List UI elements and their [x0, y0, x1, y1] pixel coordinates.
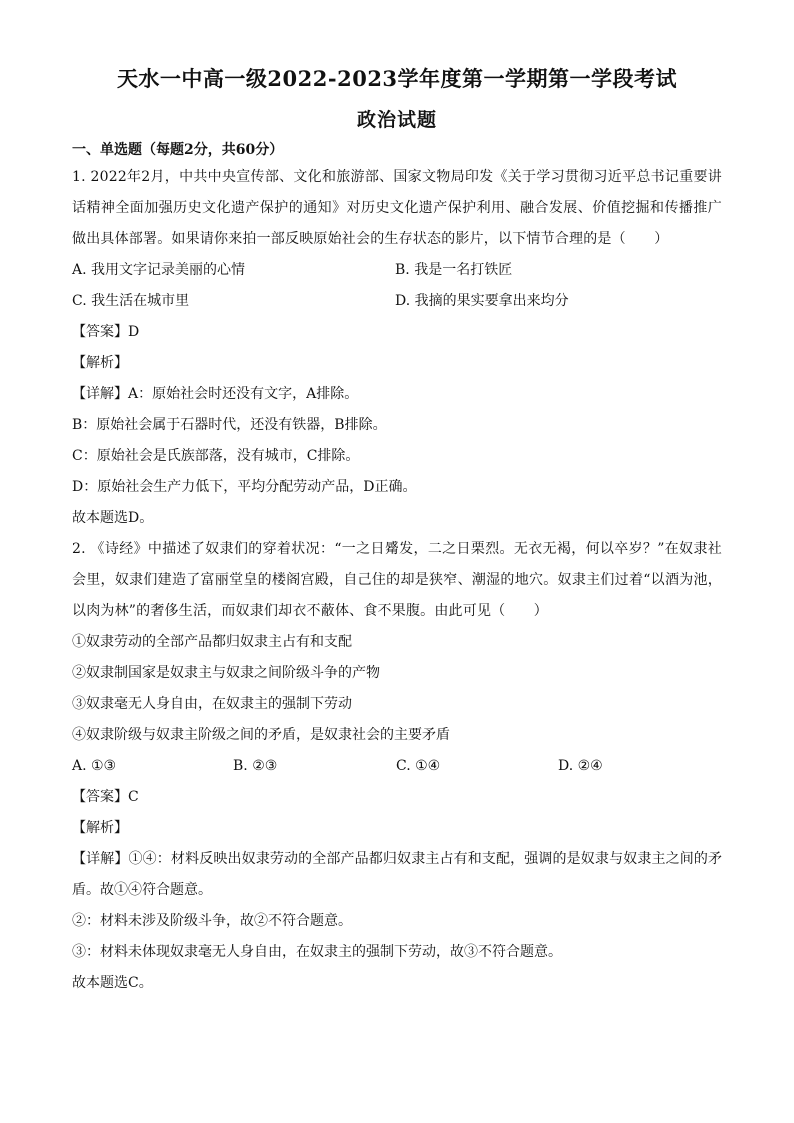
question-2-option-d: D. ②④	[558, 758, 603, 774]
question-2-detail: 【详解】①④：材料反映出奴隶劳动的全部产品都归奴隶主占有和支配，强调的是奴隶与奴隶主之间的矛盾。故①④符合题意。	[72, 851, 722, 898]
question-2-statement: ③奴隶毫无人身自由，在奴隶主的强制下劳动	[72, 696, 352, 712]
question-2-statement: ①奴隶劳动的全部产品都归奴隶主占有和支配	[72, 634, 352, 650]
page-subtitle: 政治试题	[356, 109, 437, 131]
question-1-conclusion: 故本题选D。	[72, 510, 154, 526]
page-title: 天水一中高一级2022-2023学年度第一学期第一学段考试	[116, 66, 678, 91]
question-1	[72, 162, 722, 534]
question-2-statement: ②奴隶制国家是奴隶主与奴隶之间阶级斗争的产物	[72, 665, 380, 681]
question-2-option-b: B. ②③	[233, 758, 278, 774]
question-1-analysis-label: 【解析】	[72, 355, 128, 371]
question-1-detail: B：原始社会属于石器时代，还没有铁器，B排除。	[72, 417, 387, 433]
question-1-answer: 【答案】D	[72, 324, 140, 340]
question-2	[72, 534, 722, 999]
question-2-detail: ②：材料未涉及阶级斗争，故②不符合题意。	[72, 913, 352, 929]
question-1-stem: 1. 2022年2月，中共中央宣传部、文化和旅游部、国家文物局印发《关于学习贯彻习近平总书记重要讲话精神全面加强历史文化遗产保护的通知》对历史文化遗产保护利用、融合发展、价值挖掘和传播推广做出具体部署。如果请你来拍一部反映原始社会的生存状态的影片，以下情节合理的是（ ）	[72, 169, 722, 247]
question-2-statement: ④奴隶阶级与奴隶主阶级之间的矛盾，是奴隶社会的主要矛盾	[72, 727, 450, 743]
question-2-answer: 【答案】C	[72, 789, 139, 805]
question-1-option-c: C. 我生活在城市里	[72, 293, 190, 309]
question-1-options	[72, 255, 722, 317]
question-2-stem: 2. 《诗经》中描述了奴隶们的穿着状况：“一之日觱发，二之日栗烈。无衣无褐，何以卒岁？”在奴隶社会里，奴隶们建造了富丽堂皇的楼阁宫殿，自己住的却是狭窄、潮湿的地穴。奴隶主们过着“以酒为池，以肉为林”的奢侈生活，而奴隶们却衣不蔽体、食不果腹。由此可见（ ）	[72, 541, 722, 619]
question-2-option-a: A. ①③	[72, 758, 117, 774]
question-1-option-a: A. 我用文字记录美丽的心情	[72, 262, 246, 278]
question-2-option-c: C. ①④	[396, 758, 441, 774]
question-1-option-d: D. 我摘的果实要拿出来均分	[395, 293, 569, 309]
question-1-detail: C：原始社会是氏族部落，没有城市，C排除。	[72, 448, 360, 464]
section-heading: 一、单选题（每题2分，共60分）	[72, 142, 284, 158]
question-1-option-b: B. 我是一名打铁匠	[395, 262, 513, 278]
question-1-detail: D：原始社会生产力低下，平均分配劳动产品，D正确。	[72, 479, 417, 495]
question-2-detail: ③：材料未体现奴隶毫无人身自由，在奴隶主的强制下劳动，故③不符合题意。	[72, 944, 562, 960]
question-1-detail: 【详解】A：原始社会时还没有文字，A排除。	[72, 386, 359, 402]
question-2-options	[72, 751, 722, 782]
question-2-analysis-label: 【解析】	[72, 820, 128, 836]
question-2-conclusion: 故本题选C。	[72, 975, 153, 991]
